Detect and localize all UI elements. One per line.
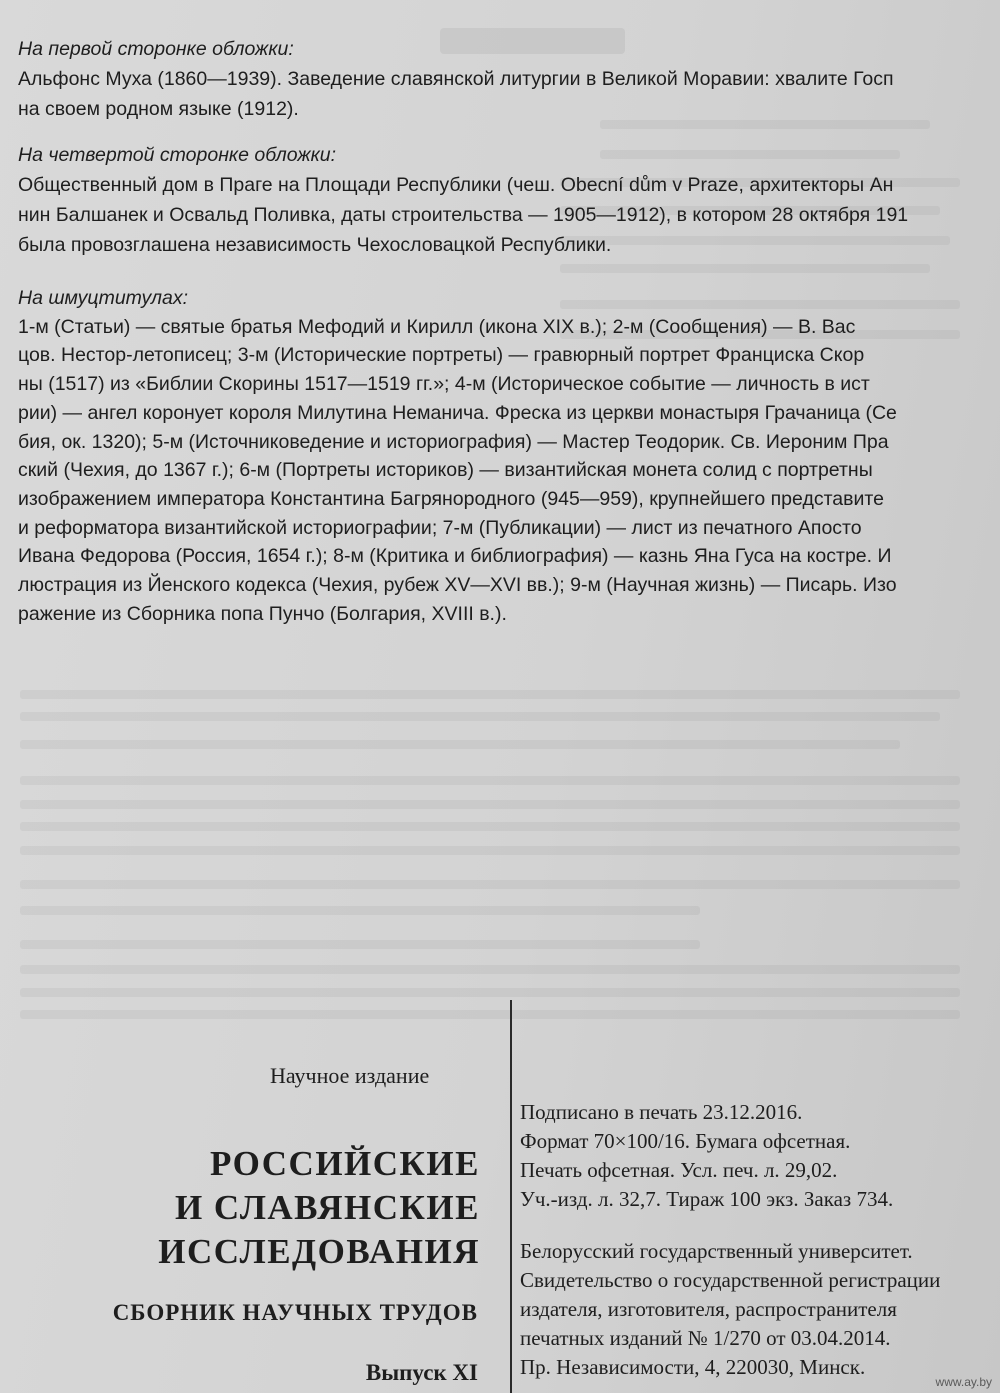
publisher-details bbox=[520, 1237, 940, 1382]
half-titles-line: и реформатора византийской историографии; 7-м (Публикации) — лист из печатного Апосто bbox=[18, 516, 862, 539]
print-detail-line: Формат 70×100/16. Бумага офсетная. bbox=[520, 1129, 851, 1153]
back-cover-label: На четвертой сторонке обложки: bbox=[18, 144, 337, 166]
colophon-divider bbox=[510, 1000, 512, 1393]
half-titles-line: ражение из Сборника попа Пунчо (Болгария, XVIII в.). bbox=[18, 602, 507, 625]
half-titles-line: ский (Чехия, до 1367 г.); 6-м (Портреты историков) — византийская монета солид с портретны bbox=[18, 459, 873, 482]
publisher-detail-line: Белорусский государственный университет. bbox=[520, 1239, 913, 1263]
print-detail-line: Уч.-изд. л. 32,7. Тираж 100 экз. Заказ 734. bbox=[520, 1187, 894, 1211]
print-detail-line: Печать офсетная. Усл. печ. л. 29,02. bbox=[520, 1158, 838, 1182]
publisher-detail-line: печатных изданий № 1/270 от 03.04.2014. bbox=[520, 1326, 891, 1350]
edition-type: Научное издание bbox=[270, 1063, 430, 1088]
print-detail-line: Подписано в печать 23.12.2016. bbox=[520, 1100, 803, 1124]
half-titles-line: люстрация из Йенского кодекса (Чехия, рубеж XV—XVI вв.); 9-м (Научная жизнь) — Писарь. Изо bbox=[18, 574, 897, 597]
half-titles-label: На шмуцтитулах: bbox=[18, 287, 189, 309]
half-titles-line: 1-м (Статьи) — святые братья Мефодий и Кирилл (икона XIX в.); 2-м (Сообщения) — В. Вас bbox=[18, 315, 856, 338]
book-title bbox=[158, 1142, 480, 1274]
half-titles-note bbox=[18, 284, 897, 628]
front-cover-line: Альфонс Муха (1860—1939). Заведение славянской литургии в Великой Моравии: хвалите Госп bbox=[18, 68, 894, 90]
publisher-detail-line: Пр. Независимости, 4, 220030, Минск. bbox=[520, 1355, 866, 1379]
print-details bbox=[520, 1098, 893, 1214]
issue-number: Выпуск XI bbox=[365, 1360, 478, 1385]
book-title-line: ИССЛЕДОВАНИЯ bbox=[158, 1232, 480, 1271]
watermark: www.ay.by bbox=[935, 1375, 992, 1389]
book-subtitle: СБОРНИК НАУЧНЫХ ТРУДОВ bbox=[112, 1300, 478, 1325]
book-title-line: РОССИЙСКИЕ bbox=[209, 1144, 480, 1183]
half-titles-line: ны (1517) из «Библии Скорины 1517—1519 гг.»; 4-м (Историческое событие — личность в ист bbox=[18, 373, 870, 396]
half-titles-line: Ивана Федорова (Россия, 1654 г.); 8-м (Критика и библиография) — казнь Яна Гуса на костре. И bbox=[18, 545, 892, 568]
book-title-line: И СЛАВЯНСКИЕ bbox=[174, 1188, 480, 1227]
back-cover-note bbox=[18, 140, 908, 260]
half-titles-line: цов. Нестор-летописец; 3-м (Исторические портреты) — гравюрный портрет Франциска Скор bbox=[18, 344, 865, 367]
back-cover-line: была провозглашена независимость Чехословацкой Республики. bbox=[18, 234, 612, 256]
back-cover-line: Общественный дом в Праге на Площади Республики (чеш. Obecní dům v Praze, архитекторы Ан bbox=[18, 174, 894, 196]
front-cover-line: на своем родном языке (1912). bbox=[18, 98, 299, 120]
front-cover-note bbox=[18, 34, 894, 124]
publisher-detail-line: Свидетельство о государственной регистрации bbox=[520, 1268, 941, 1292]
half-titles-line: рии) — ангел коронует короля Милутина Неманича. Фреска из церкви монастыря Грачаница (Се bbox=[18, 401, 897, 424]
front-cover-label: На первой сторонке обложки: bbox=[18, 38, 294, 60]
publisher-detail-line: издателя, изготовителя, распространителя bbox=[520, 1297, 897, 1321]
back-cover-line: нин Балшанек и Освальд Поливка, даты строительства — 1905—1912), в котором 28 октября 191 bbox=[18, 204, 909, 226]
half-titles-line: изображением императора Константина Багрянородного (945—959), крупнейшего представите bbox=[18, 487, 884, 510]
half-titles-line: бия, ок. 1320); 5-м (Источниковедение и историография) — Мастер Теодорик. Св. Иероним Пра bbox=[18, 430, 889, 453]
